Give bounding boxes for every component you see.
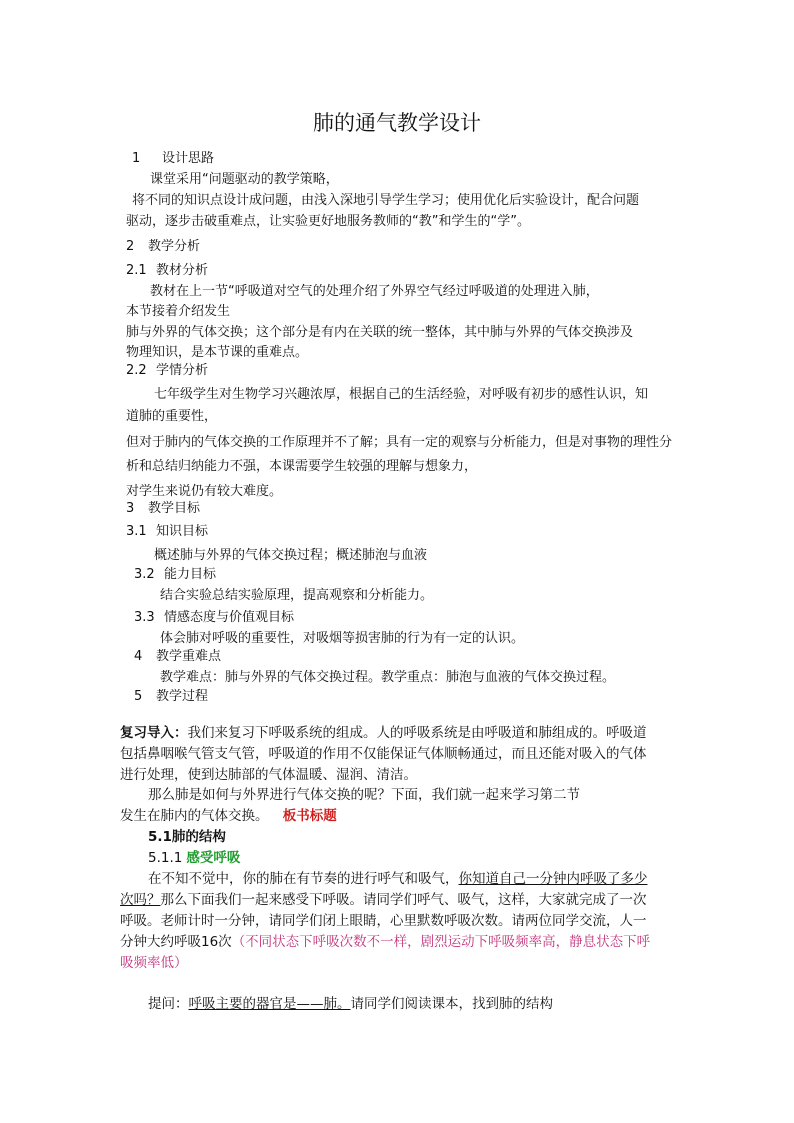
section-3-1-heading [126,523,208,541]
section-2-1-heading [126,262,208,280]
section-number: 2 [126,239,135,254]
section-label: 能力目标 [164,567,217,582]
section-number: 2.2 [126,363,147,378]
section-label: 情感态度与价值观目标 [164,610,295,625]
section-label: 教学重难点 [156,649,222,664]
underlined-question: 你知道自己一分钟内呼吸了多少 [458,871,648,887]
paragraph-line: 包括鼻咽喉气管支气管，呼吸道的作用不仅能保证气体顺畅通过，而且还能对吸入的气体 [120,746,647,762]
section-number: 3 [126,501,135,516]
section-number: 1 [132,151,141,166]
paragraph-line: 道肺的重要性， [126,409,218,424]
board-title-note: 板书标题 [282,808,337,824]
paragraph-line: 对学生来说仍有较大难度。 [126,484,283,499]
underlined-answer: 呼吸主要的器官是——肺。 [188,996,351,1012]
paragraph-line: 但对于肺内的气体交换的工作原理并不了解；具有一定的观察与分析能力，但是对事物的理性分 [126,435,673,450]
paragraph-line: 肺与外界的气体交换；这个部分是有内在关联的统一整体，其中肺与外界的气体交换涉及 [126,325,634,340]
breath-line-1 [148,870,648,888]
text-span: 分钟大约呼吸16次 [120,934,232,950]
paragraph-line: 驱动，逐步击破重难点，让实验更好地服务教师的“教”和学生的“学”。 [126,214,530,229]
section-label: 教学过程 [156,689,209,704]
text-span: 那么下面我们一起来感受下呼吸。请同学们呼气、吸气，这样，大家就完成了一次 [160,892,647,908]
section-label: 教学分析 [148,239,201,254]
section-4-heading [134,648,221,666]
section-label: 设计思路 [162,151,215,166]
breath-line-2 [120,891,647,909]
paragraph-line: 进行处理，使到达肺部的气体温暖、湿润、清洁。 [120,767,417,783]
section-number: 5.1.1 [148,850,183,866]
ask-label: 提问： [148,996,189,1012]
note-line: 吸频率低） [120,955,188,971]
paragraph-line: 将不同的知识点设计成问题，由浅入深地引导学生学习；使用优化后实验设计，配合问题 [132,193,640,208]
paragraph-line: 教学难点：肺与外界的气体交换过程。教学重点：肺泡与血液的气体交换过程。 [160,670,616,685]
paragraph-line: 教材在上一节“呼吸道对空气的处理介绍了外界空气经过呼吸道的处理进入肺， [150,284,599,299]
paragraph-line: 呼吸。老师计时一分钟，请同学们闭上眼睛，心里默数呼吸次数。请两位同学交流，人一 [120,913,647,929]
section-label: 教材分析 [156,263,209,278]
section-number: 5 [134,689,143,704]
section-label: 学情分析 [156,363,209,378]
section-number: 3.2 [134,567,155,582]
text-span: 请同学们阅读课本，找到肺的结构 [350,996,553,1012]
section-number: 2.1 [126,263,147,278]
section-1-heading [132,150,214,168]
question-line-2 [120,807,337,825]
subsection-5-1-1-heading [148,849,240,867]
paragraph-line: 课堂采用“问题驱动的教学策略， [150,172,339,187]
paragraph-line: 结合实验总结实验原理，提高观察和分析能力。 [160,588,434,603]
note-span: （不同状态下呼吸次数不一样，剧烈运动下呼吸频率高，静息状态下呼 [231,934,651,950]
section-label: 感受呼吸 [186,850,241,866]
ask-line [148,995,553,1013]
paragraph-line: 析和总结归纳能力不强，本课需要学生较强的理解与想象力， [126,459,478,474]
page-title: 肺的通气教学设计 [313,111,481,135]
question-text: 发生在肺内的气体交换。 [120,808,269,824]
paragraph-line: 体会肺对呼吸的重要性，对吸烟等损害肺的行为有一定的认识。 [160,631,525,646]
section-number: 3.1 [126,524,147,539]
section-3-3-heading [134,609,294,627]
review-label: 复习导入： [120,725,188,741]
section-number: 3.3 [134,610,155,625]
breath-line-4 [120,933,650,951]
review-line-1 [120,724,647,742]
section-3-heading [126,500,200,518]
section-2-2-heading [126,362,208,380]
paragraph-line: 那么肺是如何与外界进行气体交换的呢？下面，我们就一起来学习第二节 [148,787,580,803]
section-5-heading [134,688,208,706]
section-number: 4 [134,649,143,664]
section-2-heading [126,238,200,256]
review-text: 我们来复习下呼吸系统的组成。人的呼吸系统是由呼吸道和肺组成的。呼吸道 [187,725,647,741]
paragraph-line: 物理知识，是本节课的重难点。 [126,345,309,360]
paragraph-line: 七年级学生对生物学习兴趣浓厚，根据自己的生活经验，对呼吸有初步的感性认识，知 [154,387,649,402]
paragraph-line: 概述肺与外界的气体交换过程；概述肺泡与血液 [154,548,428,563]
section-3-2-heading [134,566,216,584]
underlined-question: 次吗？ [120,892,161,908]
text-span: 在不知不觉中，你的肺在有节奏的进行呼气和吸气， [148,871,459,887]
section-label: 教学目标 [148,501,201,516]
paragraph-line: 本节接着介绍发生 [126,304,231,319]
section-label: 知识目标 [156,524,209,539]
subsection-5-1-heading: 5.1肺的结构 [148,829,226,845]
